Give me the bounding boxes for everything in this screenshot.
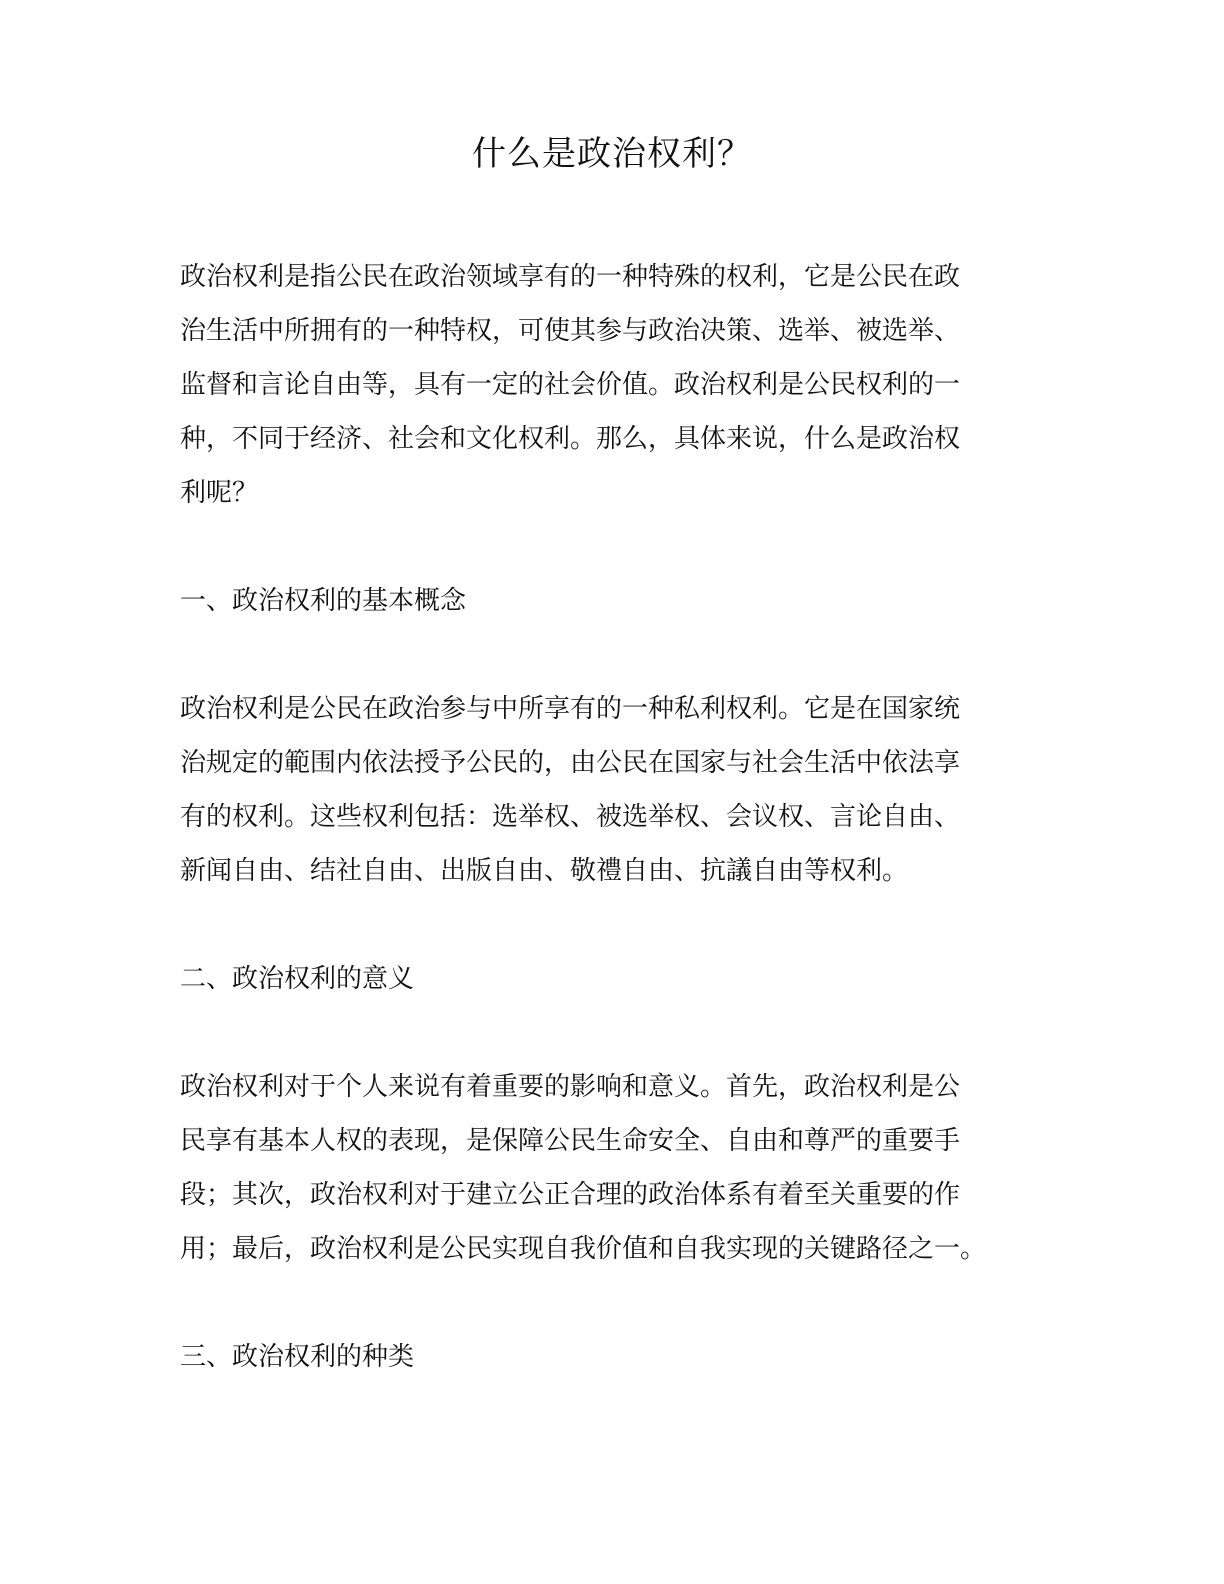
- paragraph-line: 段；其次，政治权利对于建立公正合理的政治体系有着至关重要的作: [180, 1180, 961, 1210]
- document-body: [180, 250, 1060, 1384]
- paragraph-spacer: [180, 628, 1060, 682]
- paragraph-spacer: [180, 1276, 1060, 1330]
- section-heading-significance: 二、政治权利的意义: [180, 964, 415, 994]
- section-heading-basic-concept: 一、政治权利的基本概念: [180, 586, 467, 616]
- significance-paragraph: [180, 1060, 1060, 1276]
- paragraph-line: 政治权利是公民在政治参与中所享有的一种私利权利。它是在国家统: [180, 694, 961, 724]
- paragraph-line: 新闻自由、结社自由、出版自由、敬禮自由、抗議自由等权利。: [180, 856, 909, 886]
- paragraph-line: 种，不同于经济、社会和文化权利。那么，具体来说，什么是政治权: [180, 424, 961, 454]
- section-heading-types: 三、政治权利的种类: [180, 1342, 415, 1372]
- page-title: 什么是政治权利？: [472, 134, 752, 174]
- intro-paragraph: [180, 250, 1060, 520]
- paragraph-line: 有的权利。这些权利包括：选举权、被选举权、会议权、言论自由、: [180, 802, 961, 832]
- paragraph-line: 治规定的範围内依法授予公民的，由公民在国家与社会生活中依法享: [180, 748, 961, 778]
- paragraph-line: 政治权利对于个人来说有着重要的影响和意义。首先，政治权利是公: [180, 1072, 961, 1102]
- basic-concept-paragraph: [180, 682, 1060, 898]
- paragraph-spacer: [180, 520, 1060, 574]
- paragraph-spacer: [180, 898, 1060, 952]
- paragraph-spacer: [180, 1006, 1060, 1060]
- paragraph-line: 利呢？: [180, 478, 259, 508]
- paragraph-line: 民享有基本人权的表现，是保障公民生命安全、自由和尊严的重要手: [180, 1126, 961, 1156]
- paragraph-line: 治生活中所拥有的一种特权，可使其参与政治决策、选举、被选举、: [180, 316, 961, 346]
- paragraph-line: 政治权利是指公民在政治领域享有的一种特殊的权利，它是公民在政: [180, 262, 961, 292]
- paragraph-line: 监督和言论自由等，具有一定的社会价值。政治权利是公民权利的一: [180, 370, 961, 400]
- paragraph-line: 用；最后，政治权利是公民实现自我价值和自我实现的关键路径之一。: [180, 1234, 987, 1264]
